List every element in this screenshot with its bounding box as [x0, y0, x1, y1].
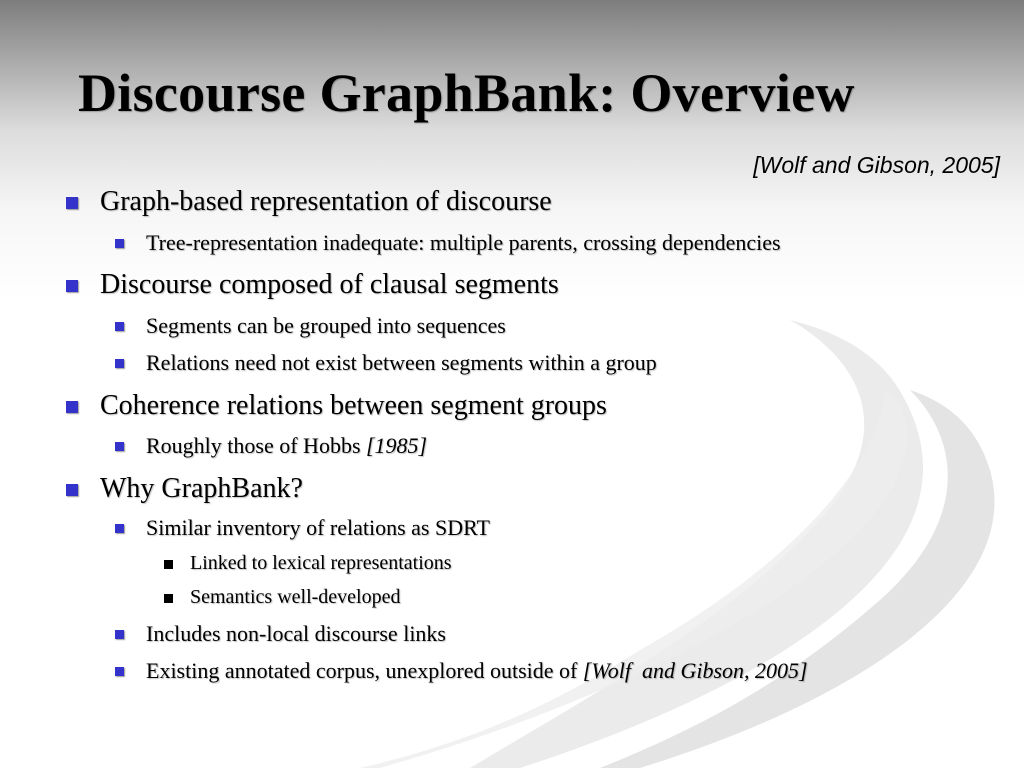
- blue-square-bullet-icon: [115, 667, 124, 676]
- subbullet-relations-within-group: [146, 350, 657, 376]
- bullet-text: Similar inventory of relations as SDRT: [146, 515, 490, 540]
- subbullet-annotated-corpus: [146, 658, 808, 684]
- bullet-text: Discourse composed of clausal segments: [100, 269, 559, 300]
- blue-square-bullet-icon: [115, 524, 124, 533]
- bullet-text: Coherence relations between segment groups: [100, 390, 607, 421]
- blue-square-bullet-icon: [66, 197, 78, 209]
- bullet-text: Semantics well-developed: [190, 586, 401, 608]
- bullet-text: Linked to lexical representations: [190, 552, 452, 574]
- bullet-text: Tree-representation inadequate: multiple parents, crossing dependencies: [146, 230, 781, 255]
- blue-square-bullet-icon: [115, 442, 124, 451]
- subsubbullet-lexical: [190, 552, 452, 575]
- blue-square-bullet-icon: [115, 359, 124, 368]
- blue-square-bullet-icon: [115, 239, 124, 248]
- bullet-why-graphbank: [100, 473, 303, 505]
- bullet-text: Relations need not exist between segments within a group: [146, 350, 657, 375]
- subsubbullet-semantics: [190, 586, 401, 609]
- blue-square-bullet-icon: [115, 322, 124, 331]
- black-square-bullet-icon: [164, 560, 173, 569]
- bullet-graph-based: [100, 186, 552, 218]
- bullet-clausal-segments: [100, 269, 559, 301]
- black-square-bullet-icon: [164, 594, 173, 603]
- bullet-text: Why GraphBank?: [100, 473, 303, 504]
- bullet-text: Includes non-local discourse links: [146, 621, 446, 646]
- reference-citation: [Wolf and Gibson, 2005]: [582, 658, 808, 683]
- subbullet-hobbs: [146, 433, 427, 459]
- bullet-coherence-relations: [100, 390, 607, 422]
- slide-title: Discourse GraphBank: Overview: [78, 63, 855, 123]
- blue-square-bullet-icon: [66, 401, 78, 413]
- bullet-text: Segments can be grouped into sequences: [146, 313, 506, 338]
- subbullet-non-local-links: [146, 621, 446, 647]
- blue-square-bullet-icon: [66, 280, 78, 292]
- bullet-text: Existing annotated corpus, unexplored outside of: [146, 658, 583, 683]
- subbullet-sdrt: [146, 515, 490, 541]
- bullet-text: Roughly those of Hobbs: [146, 433, 366, 458]
- subbullet-tree-representation: [146, 230, 781, 256]
- blue-square-bullet-icon: [66, 484, 78, 496]
- subbullet-grouped-sequences: [146, 313, 506, 339]
- citation: [Wolf and Gibson, 2005]: [753, 152, 1000, 178]
- reference-citation: [1985]: [366, 433, 428, 458]
- bullet-text: Graph-based representation of discourse: [100, 186, 552, 217]
- blue-square-bullet-icon: [115, 630, 124, 639]
